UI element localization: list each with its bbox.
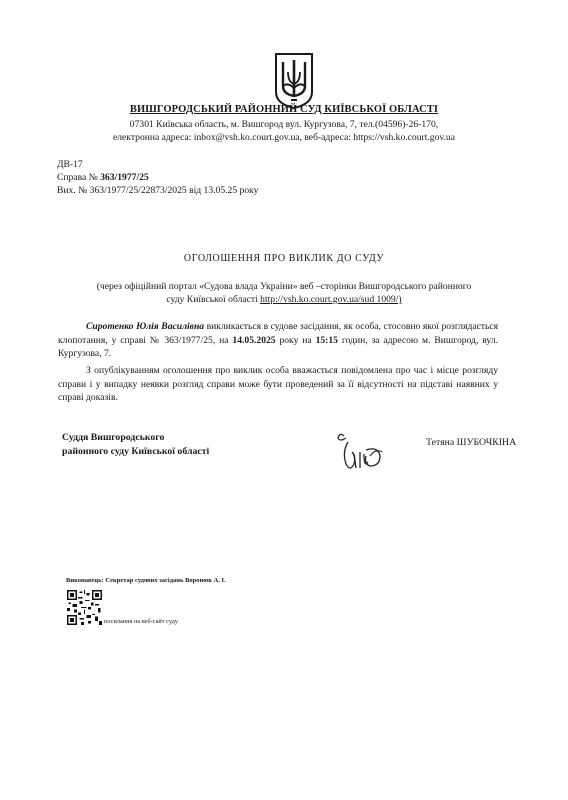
handwritten-signature — [330, 428, 390, 476]
portal-note-line2 — [0, 294, 568, 305]
ukraine-coat-of-arms-icon — [274, 52, 314, 110]
summoned-person-name: Сиротенко Юлія Василівна — [86, 321, 205, 332]
summons-paragraph: Сиротенко Юлія Василівна викликається в судове засідання, як особа, стосовно якої розглядається клопотання, у справі № 363/1977/25, на 14.05.2025 року на 15:15 годин, за адресою м. Вишгород, вул. Кургузова, 7. — [58, 321, 498, 360]
qr-caption: посилання на веб-сайт суду — [104, 618, 178, 625]
court-address: 07301 Київська область, м. Вишгород вул. Кургузова, 7, тел.(04596)-26-170, — [129, 119, 439, 130]
judge-title-line1: Суддя Вишгородського — [62, 432, 165, 443]
judge-title-line2: районного суду Київської області — [62, 446, 210, 457]
court-name: ВИШГОРОДСЬКИЙ РАЙОННИЙ СУД КИЇВСЬКОЇ ОБЛАСТІ — [129, 104, 439, 115]
court-contacts: електронна адреса: inbox@vsh.ko.court.gov.ua, веб-адреса: https://vsh.ko.court.gov.ua — [113, 132, 455, 143]
document-code: ДВ-17 — [57, 159, 83, 170]
case-number: 363/1977/25 — [100, 172, 149, 183]
portal-note-line1: (через офіційний портал «Судова влада України» веб –сторінки Вишгородського районного — [96, 281, 472, 292]
notice-title: ОГОЛОШЕННЯ ПРО ВИКЛИК ДО СУДУ — [183, 253, 385, 264]
court-website-link[interactable]: http://vsh.ko.court.gov.ua/sud 1009/) — [260, 294, 402, 305]
judge-name: Тетяна ШУБОЧКІНА — [426, 437, 517, 448]
portal-note-prefix: суду Київської області — [166, 294, 261, 305]
case-reference — [57, 172, 149, 183]
hearing-time: 15:15 — [315, 334, 338, 346]
notification-paragraph: З опублікуванням оголошення про виклик особа вважається повідомлена про час і місце розгляду справи і у випадку неявки розгляд справи може бути проведений за її відсутності на підставі наявних у справі доказів. — [58, 365, 498, 404]
hearing-date: 14.05.2025 — [232, 334, 276, 346]
qr-code-icon[interactable] — [67, 590, 102, 625]
case-prefix: Справа № — [57, 172, 101, 183]
executor-line: Виконавець: Секретар судових засідань Воронюк А. І. — [66, 577, 226, 584]
outgoing-number: Вих. № 363/1977/25/22873/2025 від 13.05.25 року — [57, 185, 259, 196]
